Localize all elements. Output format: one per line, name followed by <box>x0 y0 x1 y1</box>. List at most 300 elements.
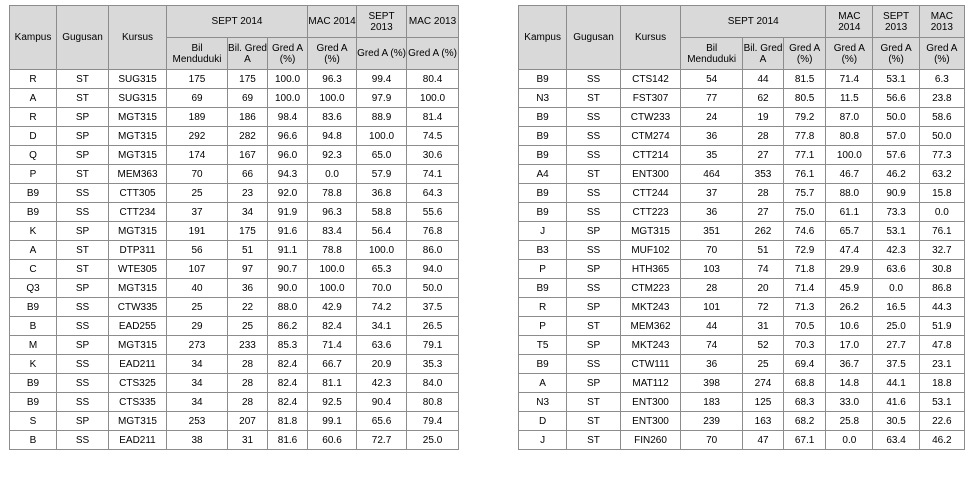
header-sept-2013: SEPT 2013 <box>873 6 919 38</box>
bil-menduduki-cell: 56 <box>167 241 228 260</box>
bil-menduduki-cell: 191 <box>167 222 228 241</box>
gred-a-mac2014-cell: 45.9 <box>826 279 873 298</box>
kampus-cell: P <box>519 260 567 279</box>
bil-gred-a-cell: 25 <box>742 355 783 374</box>
gred-a-sept2014-cell: 75.0 <box>784 203 826 222</box>
header-mac-2013: MAC 2013 <box>919 6 964 38</box>
gred-a-sept2014-cell: 91.9 <box>268 203 308 222</box>
table-row <box>519 165 965 184</box>
gugusan-cell: SS <box>57 203 109 222</box>
gred-a-mac2013-cell: 15.8 <box>919 184 964 203</box>
bil-menduduki-cell: 37 <box>167 203 228 222</box>
kursus-cell: MEM362 <box>620 317 681 336</box>
gred-a-mac2014-cell: 17.0 <box>826 336 873 355</box>
gugusan-cell: SS <box>567 127 620 146</box>
gugusan-cell: ST <box>57 89 109 108</box>
table-row <box>519 355 965 374</box>
bil-gred-a-cell: 20 <box>742 279 783 298</box>
gred-a-mac2014-cell: 33.0 <box>826 393 873 412</box>
kursus-cell: MGT315 <box>109 412 167 431</box>
header-bil-gred-a: Bil. Gred A <box>742 38 783 70</box>
kursus-cell: MUF102 <box>620 241 681 260</box>
gugusan-cell: SP <box>567 260 620 279</box>
gred-a-mac2013-cell: 58.6 <box>919 108 964 127</box>
bil-menduduki-cell: 175 <box>167 70 228 89</box>
gugusan-cell: ST <box>57 165 109 184</box>
gred-a-mac2014-cell: 83.4 <box>308 222 357 241</box>
gugusan-cell: SP <box>57 127 109 146</box>
kursus-cell: CTS142 <box>620 70 681 89</box>
results-table-left <box>9 5 459 450</box>
table-row <box>10 222 459 241</box>
kampus-cell: J <box>519 222 567 241</box>
header-mac-2014: MAC 2014 <box>308 6 357 38</box>
bil-gred-a-cell: 69 <box>228 89 268 108</box>
gred-a-mac2014-cell: 61.1 <box>826 203 873 222</box>
bil-gred-a-cell: 28 <box>742 184 783 203</box>
kampus-cell: K <box>10 222 57 241</box>
gred-a-sept2014-cell: 70.5 <box>784 317 826 336</box>
gred-a-sept2013-cell: 42.3 <box>357 374 407 393</box>
gred-a-mac2013-cell: 50.0 <box>407 279 459 298</box>
header-sept-2014: SEPT 2014 <box>681 6 826 38</box>
gred-a-mac2014-cell: 100.0 <box>308 260 357 279</box>
table-body-left <box>10 70 459 450</box>
bil-menduduki-cell: 292 <box>167 127 228 146</box>
kampus-cell: R <box>10 70 57 89</box>
gred-a-mac2013-cell: 55.6 <box>407 203 459 222</box>
gred-a-sept2013-cell: 65.0 <box>357 146 407 165</box>
kursus-cell: MGT315 <box>109 222 167 241</box>
gred-a-mac2014-cell: 71.4 <box>308 336 357 355</box>
kursus-cell: SUG315 <box>109 70 167 89</box>
gred-a-mac2013-cell: 51.9 <box>919 317 964 336</box>
table-row <box>10 89 459 108</box>
gred-a-sept2013-cell: 65.6 <box>357 412 407 431</box>
results-table-right <box>518 5 965 450</box>
table-row <box>10 393 459 412</box>
gred-a-mac2014-cell: 82.4 <box>308 317 357 336</box>
bil-gred-a-cell: 274 <box>742 374 783 393</box>
bil-gred-a-cell: 31 <box>228 431 268 450</box>
gred-a-mac2014-cell: 99.1 <box>308 412 357 431</box>
kampus-cell: B9 <box>519 355 567 374</box>
gred-a-mac2014-cell: 94.8 <box>308 127 357 146</box>
kursus-cell: EAD211 <box>109 431 167 450</box>
gugusan-cell: SS <box>567 241 620 260</box>
gred-a-sept2014-cell: 82.4 <box>268 374 308 393</box>
table-row <box>10 146 459 165</box>
gugusan-cell: SS <box>567 70 620 89</box>
gred-a-mac2013-cell: 32.7 <box>919 241 964 260</box>
bil-menduduki-cell: 70 <box>167 165 228 184</box>
gugusan-cell: SP <box>567 336 620 355</box>
gred-a-mac2014-cell: 29.9 <box>826 260 873 279</box>
gred-a-sept2013-cell: 63.4 <box>873 431 919 450</box>
kampus-cell: N3 <box>519 393 567 412</box>
gred-a-mac2013-cell: 23.1 <box>919 355 964 374</box>
gred-a-mac2014-cell: 10.6 <box>826 317 873 336</box>
bil-menduduki-cell: 24 <box>681 108 743 127</box>
gred-a-sept2014-cell: 91.1 <box>268 241 308 260</box>
bil-gred-a-cell: 353 <box>742 165 783 184</box>
kursus-cell: CTT244 <box>620 184 681 203</box>
bil-gred-a-cell: 44 <box>742 70 783 89</box>
gred-a-sept2014-cell: 68.3 <box>784 393 826 412</box>
table-row <box>10 336 459 355</box>
gugusan-cell: SP <box>57 412 109 431</box>
kampus-cell: B9 <box>519 203 567 222</box>
gred-a-mac2013-cell: 74.1 <box>407 165 459 184</box>
header-bil-menduduki: Bil Menduduki <box>167 38 228 70</box>
gred-a-sept2013-cell: 74.2 <box>357 298 407 317</box>
gred-a-mac2013-cell: 79.4 <box>407 412 459 431</box>
gred-a-mac2014-cell: 14.8 <box>826 374 873 393</box>
bil-gred-a-cell: 28 <box>228 355 268 374</box>
header-gred-a-pct: Gred A (%) <box>919 38 964 70</box>
gred-a-mac2014-cell: 11.5 <box>826 89 873 108</box>
gred-a-mac2013-cell: 0.0 <box>919 203 964 222</box>
kampus-cell: M <box>10 336 57 355</box>
gred-a-sept2013-cell: 57.6 <box>873 146 919 165</box>
kampus-cell: Q3 <box>10 279 57 298</box>
bil-menduduki-cell: 103 <box>681 260 743 279</box>
table-row <box>519 89 965 108</box>
table-row <box>519 108 965 127</box>
gred-a-sept2013-cell: 88.9 <box>357 108 407 127</box>
kampus-cell: B9 <box>519 279 567 298</box>
gred-a-sept2013-cell: 50.0 <box>873 108 919 127</box>
kursus-cell: CTM274 <box>620 127 681 146</box>
gugusan-cell: SS <box>567 108 620 127</box>
gred-a-mac2013-cell: 53.1 <box>919 393 964 412</box>
gred-a-mac2013-cell: 80.8 <box>407 393 459 412</box>
gred-a-sept2014-cell: 100.0 <box>268 70 308 89</box>
bil-menduduki-cell: 40 <box>167 279 228 298</box>
table-row <box>519 336 965 355</box>
header-kampus: Kampus <box>519 6 567 70</box>
gred-a-sept2014-cell: 91.6 <box>268 222 308 241</box>
gred-a-mac2013-cell: 6.3 <box>919 70 964 89</box>
gugusan-cell: SS <box>57 184 109 203</box>
header-bil-gred-a: Bil. Gred A <box>228 38 268 70</box>
kursus-cell: CTW335 <box>109 298 167 317</box>
table-row <box>10 184 459 203</box>
gred-a-mac2013-cell: 25.0 <box>407 431 459 450</box>
gugusan-cell: SP <box>57 336 109 355</box>
gugusan-cell: ST <box>57 241 109 260</box>
bil-menduduki-cell: 29 <box>167 317 228 336</box>
kampus-cell: R <box>519 298 567 317</box>
kursus-cell: CTW233 <box>620 108 681 127</box>
header-bil-menduduki: Bil Menduduki <box>681 38 743 70</box>
kursus-cell: MGT315 <box>109 108 167 127</box>
gugusan-cell: ST <box>567 412 620 431</box>
gugusan-cell: SS <box>567 355 620 374</box>
table-row <box>519 279 965 298</box>
gred-a-sept2014-cell: 68.2 <box>784 412 826 431</box>
gred-a-mac2013-cell: 35.3 <box>407 355 459 374</box>
gred-a-mac2014-cell: 0.0 <box>826 431 873 450</box>
gred-a-mac2014-cell: 25.8 <box>826 412 873 431</box>
gred-a-sept2013-cell: 36.8 <box>357 184 407 203</box>
gred-a-sept2014-cell: 100.0 <box>268 89 308 108</box>
table-row <box>10 108 459 127</box>
gred-a-sept2013-cell: 30.5 <box>873 412 919 431</box>
table-row <box>519 184 965 203</box>
bil-gred-a-cell: 175 <box>228 70 268 89</box>
kampus-cell: D <box>10 127 57 146</box>
gred-a-sept2014-cell: 82.4 <box>268 355 308 374</box>
bil-menduduki-cell: 38 <box>167 431 228 450</box>
kampus-cell: B9 <box>519 70 567 89</box>
gred-a-sept2013-cell: 63.6 <box>357 336 407 355</box>
bil-gred-a-cell: 27 <box>742 203 783 222</box>
bil-gred-a-cell: 262 <box>742 222 783 241</box>
table-row <box>10 241 459 260</box>
table-row <box>519 222 965 241</box>
gred-a-mac2014-cell: 92.3 <box>308 146 357 165</box>
kampus-cell: B9 <box>519 108 567 127</box>
gred-a-sept2014-cell: 77.8 <box>784 127 826 146</box>
gred-a-mac2014-cell: 60.6 <box>308 431 357 450</box>
bil-menduduki-cell: 253 <box>167 412 228 431</box>
gred-a-mac2013-cell: 26.5 <box>407 317 459 336</box>
gugusan-cell: ST <box>567 317 620 336</box>
kampus-cell: A <box>10 241 57 260</box>
bil-gred-a-cell: 27 <box>742 146 783 165</box>
gred-a-sept2014-cell: 81.6 <box>268 431 308 450</box>
kampus-cell: P <box>10 165 57 184</box>
table-row <box>519 431 965 450</box>
gred-a-sept2014-cell: 71.4 <box>784 279 826 298</box>
kursus-cell: EAD211 <box>109 355 167 374</box>
gred-a-sept2014-cell: 96.0 <box>268 146 308 165</box>
gred-a-sept2014-cell: 90.7 <box>268 260 308 279</box>
header-kampus: Kampus <box>10 6 57 70</box>
bil-gred-a-cell: 125 <box>742 393 783 412</box>
kursus-cell: CTW111 <box>620 355 681 374</box>
gred-a-sept2014-cell: 72.9 <box>784 241 826 260</box>
kursus-cell: ENT300 <box>620 412 681 431</box>
gred-a-mac2013-cell: 76.8 <box>407 222 459 241</box>
gred-a-sept2013-cell: 99.4 <box>357 70 407 89</box>
kursus-cell: CTS325 <box>109 374 167 393</box>
kampus-cell: C <box>10 260 57 279</box>
table-row <box>519 317 965 336</box>
gred-a-sept2014-cell: 90.0 <box>268 279 308 298</box>
gred-a-mac2014-cell: 71.4 <box>826 70 873 89</box>
gugusan-cell: ST <box>567 89 620 108</box>
gred-a-mac2014-cell: 36.7 <box>826 355 873 374</box>
bil-menduduki-cell: 25 <box>167 184 228 203</box>
bil-gred-a-cell: 34 <box>228 203 268 222</box>
gred-a-sept2013-cell: 34.1 <box>357 317 407 336</box>
gred-a-sept2014-cell: 80.5 <box>784 89 826 108</box>
gred-a-mac2014-cell: 47.4 <box>826 241 873 260</box>
kampus-cell: Q <box>10 146 57 165</box>
bil-gred-a-cell: 22 <box>228 298 268 317</box>
gred-a-mac2014-cell: 92.5 <box>308 393 357 412</box>
gugusan-cell: SP <box>567 222 620 241</box>
bil-menduduki-cell: 54 <box>681 70 743 89</box>
gred-a-mac2013-cell: 22.6 <box>919 412 964 431</box>
bil-menduduki-cell: 34 <box>167 393 228 412</box>
kursus-cell: MGT315 <box>620 222 681 241</box>
bil-gred-a-cell: 28 <box>742 127 783 146</box>
gred-a-sept2013-cell: 73.3 <box>873 203 919 222</box>
gred-a-mac2013-cell: 47.8 <box>919 336 964 355</box>
table-row <box>519 374 965 393</box>
gred-a-mac2013-cell: 76.1 <box>919 222 964 241</box>
header-mac-2013: MAC 2013 <box>407 6 459 38</box>
gred-a-mac2013-cell: 50.0 <box>919 127 964 146</box>
gred-a-mac2013-cell: 80.4 <box>407 70 459 89</box>
bil-gred-a-cell: 167 <box>228 146 268 165</box>
header-kursus: Kursus <box>620 6 681 70</box>
bil-gred-a-cell: 28 <box>228 374 268 393</box>
bil-gred-a-cell: 163 <box>742 412 783 431</box>
bil-menduduki-cell: 34 <box>167 374 228 393</box>
gred-a-sept2013-cell: 70.0 <box>357 279 407 298</box>
gred-a-sept2014-cell: 77.1 <box>784 146 826 165</box>
kampus-cell: N3 <box>519 89 567 108</box>
kampus-cell: K <box>10 355 57 374</box>
bil-gred-a-cell: 51 <box>742 241 783 260</box>
header-gred-a-pct: Gred A (%) <box>268 38 308 70</box>
gred-a-sept2013-cell: 65.3 <box>357 260 407 279</box>
bil-gred-a-cell: 19 <box>742 108 783 127</box>
gred-a-sept2014-cell: 82.4 <box>268 393 308 412</box>
kursus-cell: MGT315 <box>109 279 167 298</box>
header-sept-2013: SEPT 2013 <box>357 6 407 38</box>
gugusan-cell: SS <box>567 184 620 203</box>
table-row <box>10 355 459 374</box>
gred-a-mac2013-cell: 30.6 <box>407 146 459 165</box>
kursus-cell: MAT112 <box>620 374 681 393</box>
gugusan-cell: SP <box>567 298 620 317</box>
gugusan-cell: SP <box>57 222 109 241</box>
table-row <box>10 298 459 317</box>
gred-a-sept2013-cell: 53.1 <box>873 70 919 89</box>
gred-a-sept2014-cell: 92.0 <box>268 184 308 203</box>
gred-a-mac2013-cell: 63.2 <box>919 165 964 184</box>
kursus-cell: FST307 <box>620 89 681 108</box>
gred-a-sept2014-cell: 71.8 <box>784 260 826 279</box>
kursus-cell: FIN260 <box>620 431 681 450</box>
gred-a-mac2014-cell: 78.8 <box>308 184 357 203</box>
gugusan-cell: SS <box>57 355 109 374</box>
kursus-cell: CTT214 <box>620 146 681 165</box>
header-mac-2014: MAC 2014 <box>826 6 873 38</box>
table-row <box>10 203 459 222</box>
gugusan-cell: SS <box>567 146 620 165</box>
gred-a-sept2014-cell: 67.1 <box>784 431 826 450</box>
gugusan-cell: SS <box>57 298 109 317</box>
gred-a-mac2013-cell: 84.0 <box>407 374 459 393</box>
gred-a-mac2014-cell: 83.6 <box>308 108 357 127</box>
gred-a-mac2013-cell: 30.8 <box>919 260 964 279</box>
bil-menduduki-cell: 189 <box>167 108 228 127</box>
kampus-cell: J <box>519 431 567 450</box>
bil-menduduki-cell: 25 <box>167 298 228 317</box>
kursus-cell: MGT315 <box>109 146 167 165</box>
gred-a-sept2014-cell: 79.2 <box>784 108 826 127</box>
gred-a-sept2014-cell: 88.0 <box>268 298 308 317</box>
bil-menduduki-cell: 183 <box>681 393 743 412</box>
kursus-cell: ENT300 <box>620 165 681 184</box>
gred-a-sept2013-cell: 16.5 <box>873 298 919 317</box>
kursus-cell: EAD255 <box>109 317 167 336</box>
gred-a-sept2013-cell: 100.0 <box>357 127 407 146</box>
kursus-cell: CTM223 <box>620 279 681 298</box>
gred-a-sept2014-cell: 75.7 <box>784 184 826 203</box>
kursus-cell: CTT223 <box>620 203 681 222</box>
gugusan-cell: ST <box>567 431 620 450</box>
gred-a-mac2013-cell: 81.4 <box>407 108 459 127</box>
bil-menduduki-cell: 464 <box>681 165 743 184</box>
gred-a-sept2013-cell: 20.9 <box>357 355 407 374</box>
bil-menduduki-cell: 69 <box>167 89 228 108</box>
kursus-cell: MGT315 <box>109 336 167 355</box>
bil-menduduki-cell: 35 <box>681 146 743 165</box>
header-gred-a-pct: Gred A (%) <box>407 38 459 70</box>
gred-a-sept2013-cell: 27.7 <box>873 336 919 355</box>
gred-a-sept2014-cell: 69.4 <box>784 355 826 374</box>
gugusan-cell: ST <box>57 70 109 89</box>
table-row <box>519 298 965 317</box>
bil-menduduki-cell: 398 <box>681 374 743 393</box>
kampus-cell: B <box>10 317 57 336</box>
bil-gred-a-cell: 51 <box>228 241 268 260</box>
bil-menduduki-cell: 77 <box>681 89 743 108</box>
gred-a-sept2014-cell: 85.3 <box>268 336 308 355</box>
gred-a-sept2013-cell: 90.9 <box>873 184 919 203</box>
table-row <box>10 412 459 431</box>
gred-a-mac2014-cell: 78.8 <box>308 241 357 260</box>
table-row <box>519 70 965 89</box>
gred-a-sept2014-cell: 71.3 <box>784 298 826 317</box>
kursus-cell: MGT315 <box>109 127 167 146</box>
header-gugusan: Gugusan <box>567 6 620 70</box>
bil-gred-a-cell: 47 <box>742 431 783 450</box>
table-row <box>519 127 965 146</box>
kampus-cell: B9 <box>519 127 567 146</box>
bil-gred-a-cell: 28 <box>228 393 268 412</box>
gred-a-mac2014-cell: 100.0 <box>308 89 357 108</box>
gred-a-sept2013-cell: 56.4 <box>357 222 407 241</box>
gred-a-sept2013-cell: 58.8 <box>357 203 407 222</box>
kampus-cell: A <box>519 374 567 393</box>
bil-menduduki-cell: 37 <box>681 184 743 203</box>
bil-gred-a-cell: 282 <box>228 127 268 146</box>
bil-menduduki-cell: 107 <box>167 260 228 279</box>
bil-gred-a-cell: 36 <box>228 279 268 298</box>
gred-a-sept2013-cell: 42.3 <box>873 241 919 260</box>
kursus-cell: MKT243 <box>620 336 681 355</box>
gred-a-sept2013-cell: 46.2 <box>873 165 919 184</box>
gred-a-mac2013-cell: 94.0 <box>407 260 459 279</box>
bil-menduduki-cell: 36 <box>681 127 743 146</box>
header-kursus: Kursus <box>109 6 167 70</box>
gred-a-sept2014-cell: 74.6 <box>784 222 826 241</box>
kursus-cell: WTE305 <box>109 260 167 279</box>
bil-menduduki-cell: 70 <box>681 241 743 260</box>
table-row <box>10 374 459 393</box>
bil-gred-a-cell: 186 <box>228 108 268 127</box>
bil-gred-a-cell: 23 <box>228 184 268 203</box>
gred-a-mac2013-cell: 100.0 <box>407 89 459 108</box>
